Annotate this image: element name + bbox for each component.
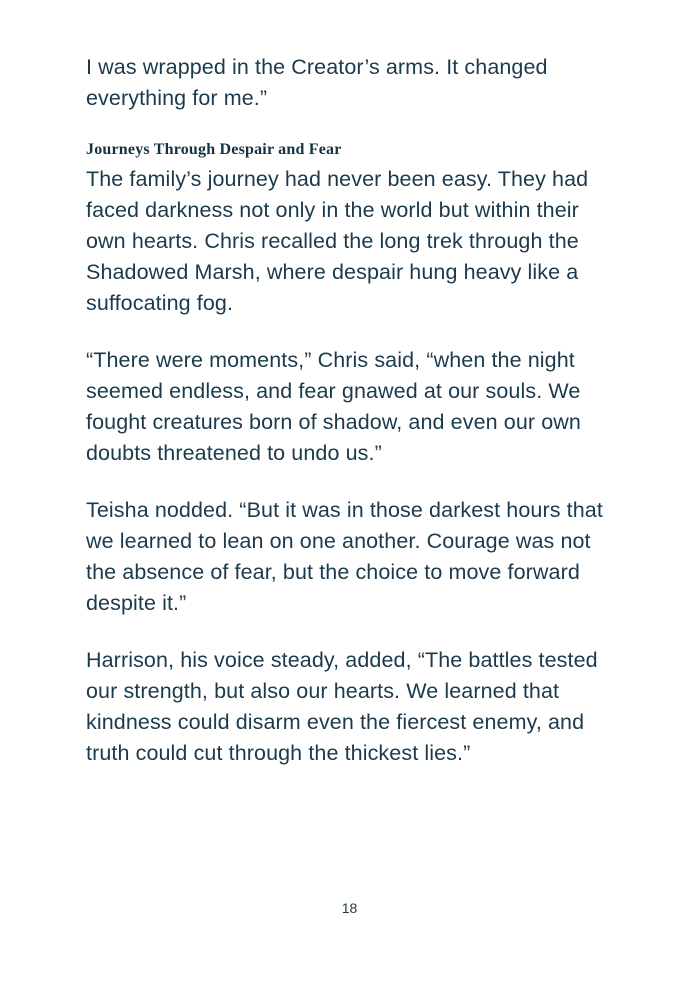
continued-paragraph: I was wrapped in the Creator’s arms. It changed everything for me.”: [86, 55, 548, 110]
paragraph-2: “There were moments,” Chris said, “when the night seemed endless, and fear gnawed at our souls. We fought creatures born of shadow, and even our own doubts threatened to undo us.”: [86, 348, 581, 465]
section-heading-block: [86, 140, 613, 160]
paragraph-1: The family’s journey had never been easy. They had faced darkness not only in the world but within their own hearts. Chris recalled the long trek through the Shadowed Marsh, where despair hung heavy like a suffocating fog.: [86, 167, 589, 315]
paragraph-3: Teisha nodded. “But it was in those darkest hours that we learned to lean on one another. Courage was not the absence of fear, but the choice to move forward despite it.”: [86, 498, 603, 615]
section-heading: Journeys Through Despair and Fear: [86, 141, 342, 158]
page-number: 18: [341, 900, 358, 916]
paragraph-4: Harrison, his voice steady, added, “The battles tested our strength, but also our hearts. We learned that kindness could disarm even the fiercest enemy, and truth could cut through the thickest lies.”: [86, 648, 598, 765]
